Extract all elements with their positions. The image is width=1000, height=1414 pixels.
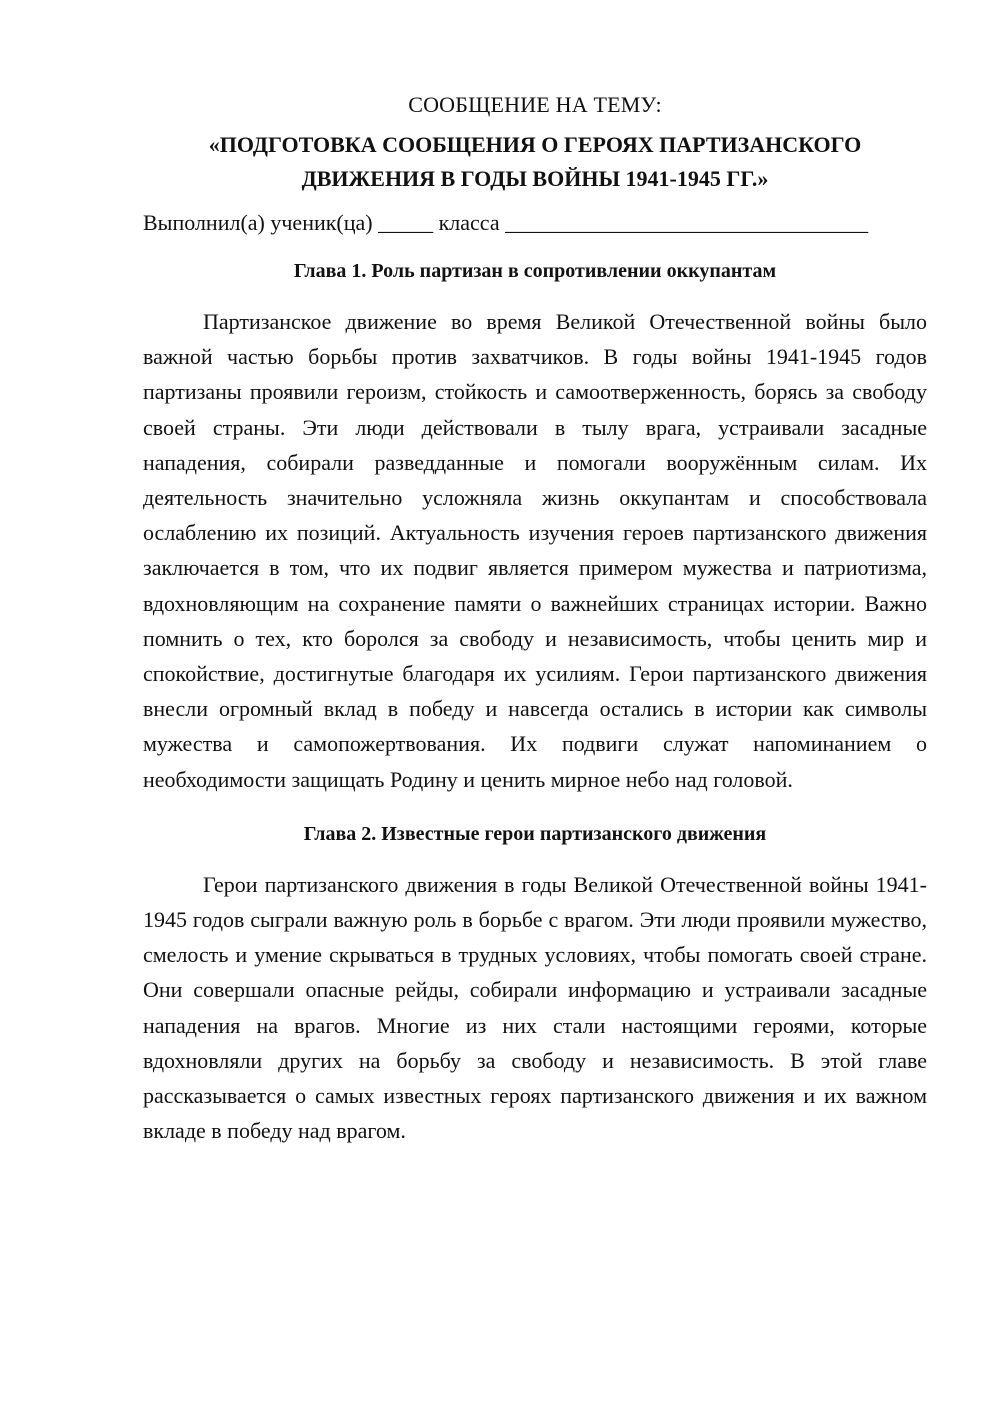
chapter-1-title: Глава 1. Роль партизан в сопротивлении оккупантам (293, 260, 777, 282)
author-line: Выполнил(а) ученик(ца) _____ класса _________________________________ (143, 210, 869, 235)
document-header: СООБЩЕНИЕ НА ТЕМУ: (408, 92, 662, 117)
chapter-1-text: Партизанское движение во время Великой Отечественной войны было важной частью борьбы против захватчиков. В годы войны 1941-1945 годов партизаны проявили героизм, стойкость и самоотверженность, борясь за свободу своей страны. Эти люди действовали в тылу врага, устраивали засадные нападения, собирали разведданные и помогали вооружённым силам. Их деятельность значительно усложняла жизнь оккупантам и способствовала ослаблению их позиций. Актуальность изучения героев партизанского движения заключается в том, что их подвиг является примером мужества и патриотизма, вдохновляющим на сохранение памяти о важнейших страницах истории. Важно помнить о тех, кто боролся за свободу и независимость, чтобы ценить мир и спокойствие, достигнутые благодаря их усилиям. Герои партизанского движения внесли огромный вклад в победу и навсегда остались в истории как символы мужества и самопожертвования. Их подвиги служат напоминанием о необходимости защищать Родину и ценить мирное небо над головой. (143, 309, 927, 792)
document-title-line-1: «ПОДГОТОВКА СООБЩЕНИЯ О ГЕРОЯХ ПАРТИЗАНСКОГО (208, 132, 862, 157)
document-title (143, 128, 927, 196)
document-title-line-2: ДВИЖЕНИЯ В ГОДЫ ВОЙНЫ 1941-1945 ГГ.» (301, 166, 769, 191)
chapter-2-title: Глава 2. Известные герои партизанского движения (303, 822, 767, 845)
chapter-2-text: Герои партизанского движения в годы Великой Отечественной войны 1941-1945 годов сыграли важную роль в борьбе с врагом. Эти люди проявили мужество, смелость и умение скрываться в трудных условиях, чтобы помогать своей стране. Они совершали опасные рейды, собирали информацию и устраивали засадные нападения на врагов. Многие из них стали настоящими героями, которые вдохновляли других на борьбу за свободу и независимость. В этой главе рассказывается о самых известных героях партизанского движения и их важном вкладе в победу над врагом. (143, 871, 927, 1144)
